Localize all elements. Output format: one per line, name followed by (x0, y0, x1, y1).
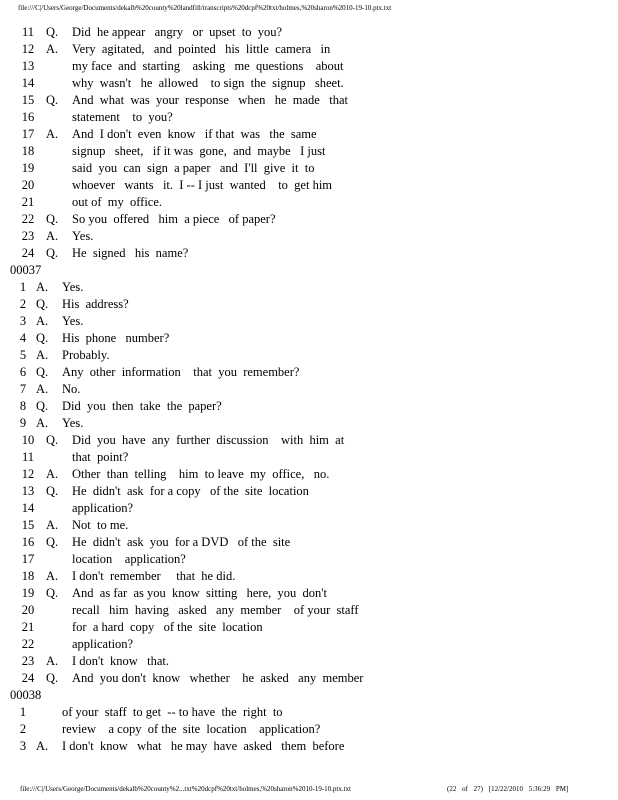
line-text: signup sheet, if it was gone, and maybe I just (72, 144, 326, 158)
line-text: And I don't even know if that was the same (72, 127, 317, 141)
line-text: for a hard copy of the site location (72, 620, 263, 634)
transcript-line (10, 109, 610, 126)
transcript-line (10, 58, 610, 75)
page-number: 00037 (10, 263, 42, 277)
line-text: Probably. (62, 348, 110, 362)
transcript-line (10, 92, 610, 109)
line-number: 21 (21, 195, 35, 209)
line-number: 2 (19, 297, 27, 311)
transcript-line (10, 347, 610, 364)
line-text: And what was your response when he made that (72, 93, 348, 107)
speaker-label: A. (36, 739, 49, 753)
speaker-label: Q. (36, 399, 49, 413)
page-number-marker (10, 262, 610, 279)
line-text: application? (72, 501, 134, 515)
line-text: And you don't know whether he asked any member (72, 671, 364, 685)
line-number: 7 (19, 382, 27, 396)
speaker-label: A. (36, 416, 49, 430)
line-text: His address? (62, 297, 129, 311)
transcript-line (10, 313, 610, 330)
line-number: 12 (21, 467, 35, 481)
speaker-label: A. (46, 229, 59, 243)
transcript-line (10, 517, 610, 534)
line-text: statement to you? (72, 110, 173, 124)
header-file-path: file:///C|/Users/George/Documents/dekalb%20county%20landfill/transcripts%20dcpf%20txt/holmes,%20sharon%2010-19-10.ptx.txt (18, 4, 392, 12)
transcript-line (10, 704, 610, 721)
speaker-label: Q. (36, 331, 49, 345)
transcript-line (10, 721, 610, 738)
line-text: Very agitated, and pointed his little camera in (72, 42, 331, 56)
line-text: Did you have any further discussion with him at (72, 433, 345, 447)
speaker-label: A. (46, 42, 59, 56)
line-text: I don't know that. (72, 654, 170, 668)
transcript-line (10, 568, 610, 585)
line-number: 10 (21, 433, 35, 447)
transcript-body (10, 24, 610, 755)
line-text: my face and starting asking me questions about (72, 59, 344, 73)
transcript-line (10, 585, 610, 602)
footer-file-path: file:///C|/Users/George/Documents/dekalb%20county%2...txt%20dcpf%20txt/holmes,%20sharon%2010-19-10.ptx.txt (20, 785, 351, 793)
line-text: review a copy of the site location application? (62, 722, 321, 736)
transcript-line (10, 670, 610, 687)
page-number-marker (10, 687, 610, 704)
line-number: 16 (21, 535, 35, 549)
line-number: 17 (21, 552, 35, 566)
line-text: Other than telling him to leave my office, no. (72, 467, 330, 481)
line-text: He signed his name? (72, 246, 189, 260)
transcript-line (10, 653, 610, 670)
page-number: 00038 (10, 688, 42, 702)
transcript-line (10, 636, 610, 653)
line-number: 11 (21, 450, 35, 464)
transcript-line (10, 449, 610, 466)
speaker-label: A. (36, 314, 49, 328)
line-number: 23 (21, 229, 35, 243)
line-text: application? (72, 637, 134, 651)
line-text: of your staff to get -- to have the right to (62, 705, 283, 719)
transcript-line (10, 619, 610, 636)
speaker-label: Q. (46, 25, 59, 39)
line-number: 5 (19, 348, 27, 362)
line-number: 3 (19, 314, 27, 328)
transcript-line (10, 296, 610, 313)
line-text: said you can sign a paper and I'll give it to (72, 161, 315, 175)
transcript-line (10, 279, 610, 296)
transcript-line (10, 738, 610, 755)
speaker-label: Q. (46, 535, 59, 549)
line-number: 22 (21, 212, 35, 226)
transcript-line (10, 211, 610, 228)
line-number: 1 (19, 280, 27, 294)
transcript-line (10, 483, 610, 500)
transcript-line (10, 551, 610, 568)
speaker-label: Q. (46, 484, 59, 498)
line-number: 1 (19, 705, 27, 719)
speaker-label: A. (46, 467, 59, 481)
line-number: 20 (21, 603, 35, 617)
transcript-line (10, 432, 610, 449)
line-number: 24 (21, 246, 35, 260)
line-text: Yes. (62, 280, 84, 294)
line-number: 19 (21, 586, 35, 600)
line-text: I don't remember that he did. (72, 569, 236, 583)
transcript-line (10, 364, 610, 381)
line-text: why wasn't he allowed to sign the signup sheet. (72, 76, 344, 90)
speaker-label: A. (36, 348, 49, 362)
transcript-line (10, 245, 610, 262)
line-text: Yes. (62, 314, 84, 328)
line-number: 24 (21, 671, 35, 685)
line-number: 18 (21, 144, 35, 158)
line-text: He didn't ask you for a DVD of the site (72, 535, 291, 549)
line-number: 9 (19, 416, 27, 430)
transcript-line (10, 24, 610, 41)
line-text: So you offered him a piece of paper? (72, 212, 276, 226)
line-text: Yes. (62, 416, 84, 430)
line-number: 13 (21, 484, 35, 498)
line-text: whoever wants it. I -- I just wanted to get him (72, 178, 333, 192)
transcript-line (10, 194, 610, 211)
speaker-label: Q. (46, 671, 59, 685)
transcript-line (10, 126, 610, 143)
line-number: 8 (19, 399, 27, 413)
transcript-line (10, 330, 610, 347)
transcript-line (10, 500, 610, 517)
line-number: 4 (19, 331, 27, 345)
line-text: I don't know what he may have asked them before (62, 739, 345, 753)
line-text: that point? (72, 450, 129, 464)
speaker-label: A. (46, 518, 59, 532)
transcript-line (10, 228, 610, 245)
speaker-label: A. (46, 127, 59, 141)
speaker-label: Q. (46, 586, 59, 600)
transcript-line (10, 415, 610, 432)
speaker-label: A. (36, 280, 49, 294)
line-text: Did he appear angry or upset to you? (72, 25, 283, 39)
line-number: 6 (19, 365, 27, 379)
speaker-label: Q. (46, 93, 59, 107)
line-number: 2 (19, 722, 27, 736)
speaker-label: Q. (46, 212, 59, 226)
line-text: Not to me. (72, 518, 129, 532)
line-text: His phone number? (62, 331, 170, 345)
line-number: 22 (21, 637, 35, 651)
line-text: No. (62, 382, 81, 396)
line-number: 15 (21, 93, 35, 107)
transcript-line (10, 466, 610, 483)
transcript-line (10, 143, 610, 160)
line-text: He didn't ask for a copy of the site location (72, 484, 309, 498)
transcript-line (10, 75, 610, 92)
line-number: 21 (21, 620, 35, 634)
footer-page-info: (22 of 27) [12/22/2010 5:36:29 PM] (447, 785, 569, 793)
line-number: 20 (21, 178, 35, 192)
speaker-label: Q. (46, 433, 59, 447)
line-number: 14 (21, 501, 35, 515)
transcript-line (10, 41, 610, 58)
line-text: And as far as you know sitting here, you don't (72, 586, 327, 600)
line-number: 23 (21, 654, 35, 668)
line-text: location application? (72, 552, 186, 566)
speaker-label: A. (46, 569, 59, 583)
line-text: Any other information that you remember? (62, 365, 300, 379)
transcript-line (10, 177, 610, 194)
line-text: Yes. (72, 229, 94, 243)
speaker-label: Q. (36, 297, 49, 311)
speaker-label: Q. (36, 365, 49, 379)
line-number: 18 (21, 569, 35, 583)
line-number: 12 (21, 42, 35, 56)
line-number: 19 (21, 161, 35, 175)
line-text: out of my office. (72, 195, 163, 209)
transcript-line (10, 160, 610, 177)
line-number: 15 (21, 518, 35, 532)
transcript-line (10, 381, 610, 398)
line-number: 17 (21, 127, 35, 141)
line-text: recall him having asked any member of your staff (72, 603, 359, 617)
speaker-label: A. (46, 654, 59, 668)
speaker-label: Q. (46, 246, 59, 260)
transcript-line (10, 534, 610, 551)
line-number: 16 (21, 110, 35, 124)
line-text: Did you then take the paper? (62, 399, 222, 413)
transcript-line (10, 398, 610, 415)
transcript-line (10, 602, 610, 619)
line-number: 14 (21, 76, 35, 90)
line-number: 13 (21, 59, 35, 73)
speaker-label: A. (36, 382, 49, 396)
line-number: 3 (19, 739, 27, 753)
line-number: 11 (21, 25, 35, 39)
